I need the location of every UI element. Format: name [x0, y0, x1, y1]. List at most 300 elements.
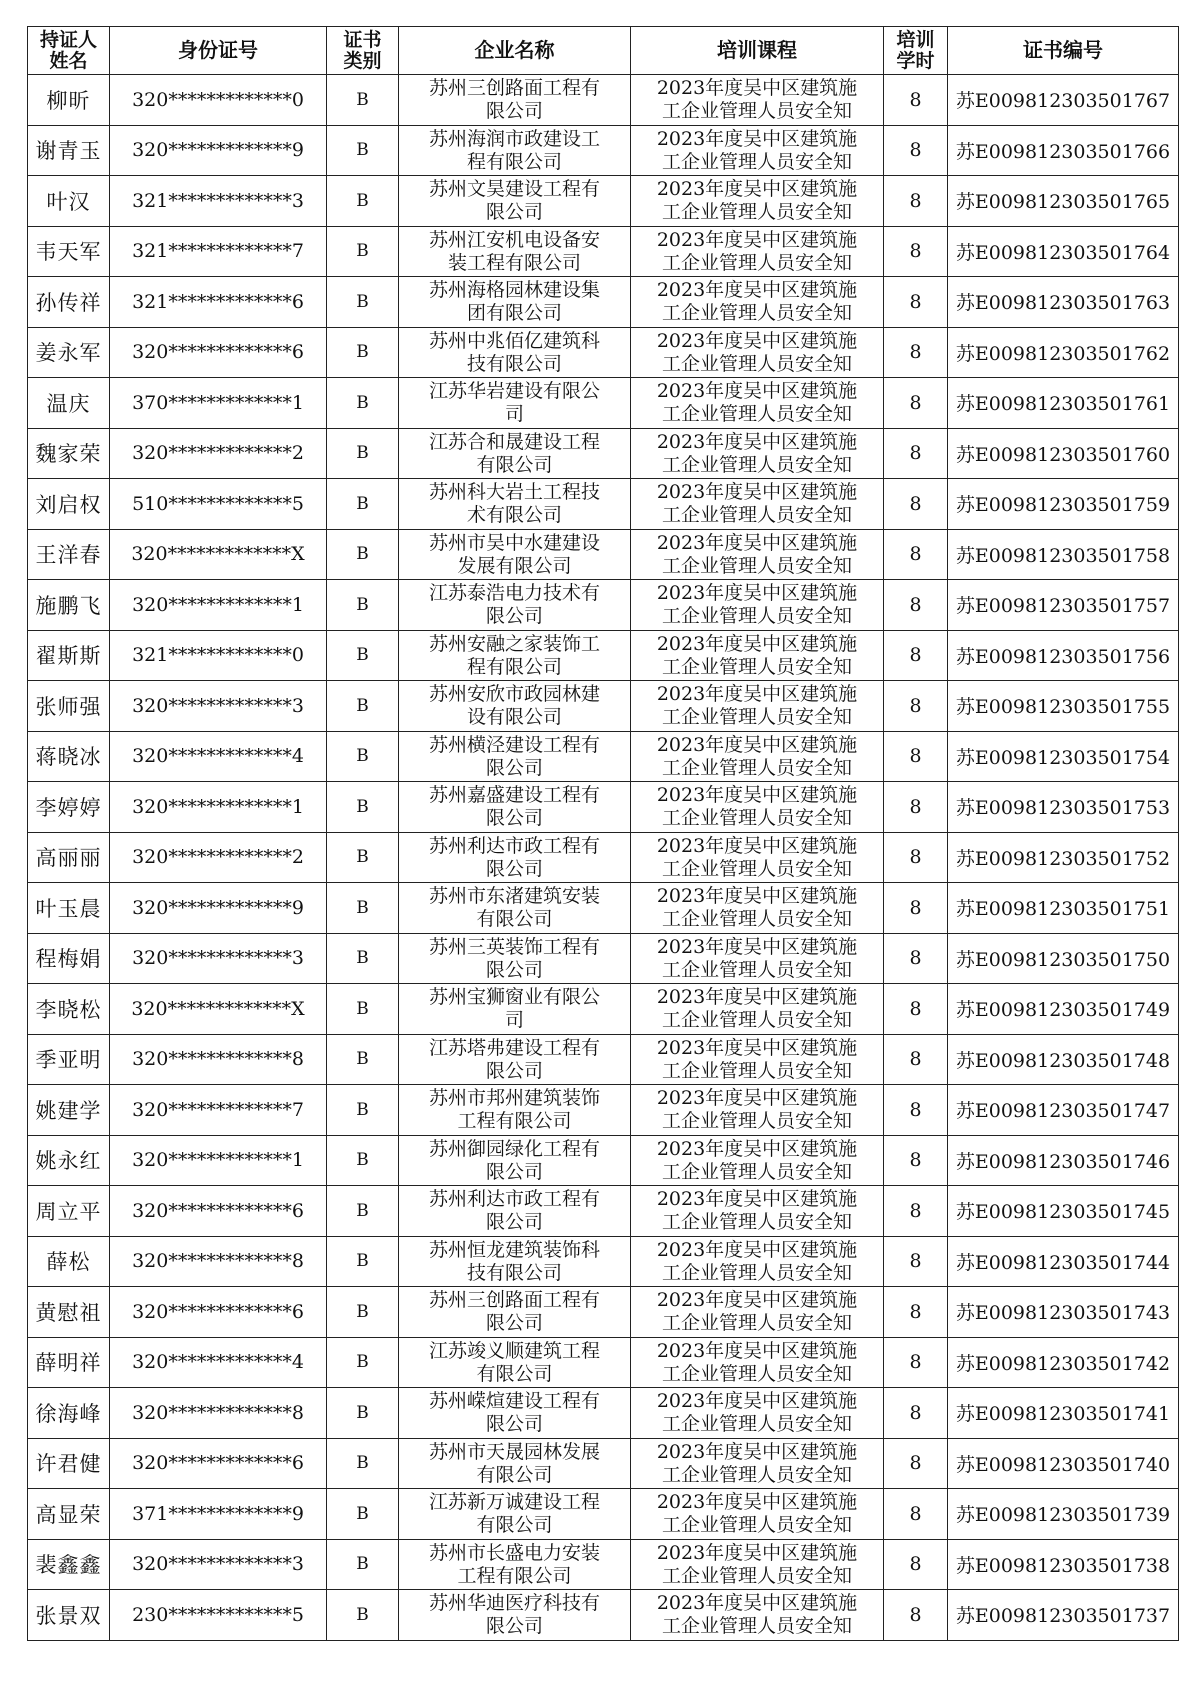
cell-cert-number: 苏E009812303501751: [948, 883, 1179, 934]
cell-cert-number: 苏E009812303501764: [948, 226, 1179, 277]
cell-company: [399, 1135, 631, 1186]
company-line: 限公司: [485, 1211, 543, 1234]
cell-hours: 8: [884, 1034, 948, 1085]
cell-name: 施鹏飞: [28, 580, 110, 631]
course-line: 2023年度吴中区建筑施: [656, 1188, 858, 1211]
table-row: [28, 1085, 1179, 1136]
company-line: 有限公司: [476, 1362, 553, 1385]
course-line: 2023年度吴中区建筑施: [656, 481, 858, 504]
course-line: 工企业管理人员安全知: [661, 201, 852, 224]
cell-cert-class: B: [327, 1438, 399, 1489]
course-line: 工企业管理人员安全知: [661, 958, 852, 981]
cell-course: [631, 529, 884, 580]
cell-company: [399, 933, 631, 984]
cell-cert-number: 苏E009812303501757: [948, 580, 1179, 631]
company-line: 有限公司: [476, 453, 553, 476]
course-line: 工企业管理人员安全知: [661, 908, 852, 931]
course-line: 2023年度吴中区建筑施: [656, 1087, 858, 1110]
cell-cert-number: 苏E009812303501747: [948, 1085, 1179, 1136]
cell-cert-class: B: [327, 630, 399, 681]
cell-id-number: 320*************X: [110, 984, 327, 1035]
cell-id-number: 370*************1: [110, 378, 327, 429]
course-line: 2023年度吴中区建筑施: [656, 1137, 858, 1160]
course-line: 2023年度吴中区建筑施: [656, 430, 858, 453]
cell-id-number: 320*************6: [110, 1438, 327, 1489]
cell-cert-number: 苏E009812303501744: [948, 1236, 1179, 1287]
company-line: 发展有限公司: [457, 554, 572, 577]
cell-company: [399, 75, 631, 126]
cell-course: [631, 1034, 884, 1085]
cell-company: [399, 1085, 631, 1136]
cell-name: 谢青玉: [28, 125, 110, 176]
cell-course: [631, 681, 884, 732]
table-row: [28, 1590, 1179, 1641]
cell-id-number: 321*************0: [110, 630, 327, 681]
company-line: 有限公司: [476, 908, 553, 931]
course-line: 工企业管理人员安全知: [661, 352, 852, 375]
cell-hours: 8: [884, 1438, 948, 1489]
cell-id-number: 320*************2: [110, 428, 327, 479]
company-line: 苏州三创路面工程有: [428, 1289, 600, 1312]
course-line: 2023年度吴中区建筑施: [656, 683, 858, 706]
course-line: 2023年度吴中区建筑施: [656, 885, 858, 908]
cell-hours: 8: [884, 1287, 948, 1338]
cell-cert-class: B: [327, 580, 399, 631]
cell-name: 姜永军: [28, 327, 110, 378]
table-row: [28, 1236, 1179, 1287]
cell-id-number: 321*************7: [110, 226, 327, 277]
cell-cert-class: B: [327, 1388, 399, 1439]
cell-cert-number: 苏E009812303501756: [948, 630, 1179, 681]
course-line: 工企业管理人员安全知: [661, 1211, 852, 1234]
cell-name: 魏家荣: [28, 428, 110, 479]
cell-cert-class: B: [327, 1135, 399, 1186]
cell-cert-number: 苏E009812303501758: [948, 529, 1179, 580]
cell-name: 李婷婷: [28, 782, 110, 833]
header-cert-number: 证书编号: [948, 27, 1179, 75]
cell-name: 黄慰祖: [28, 1287, 110, 1338]
cell-id-number: 320*************1: [110, 782, 327, 833]
course-line: 工企业管理人员安全知: [661, 1564, 852, 1587]
company-line: 限公司: [485, 756, 543, 779]
cell-id-number: 510*************5: [110, 479, 327, 530]
cell-company: [399, 883, 631, 934]
course-line: 2023年度吴中区建筑施: [656, 834, 858, 857]
course-line: 工企业管理人员安全知: [661, 403, 852, 426]
cell-hours: 8: [884, 428, 948, 479]
course-line: 2023年度吴中区建筑施: [656, 1491, 858, 1514]
cell-course: [631, 327, 884, 378]
cell-name: 温庆: [28, 378, 110, 429]
cell-cert-number: 苏E009812303501737: [948, 1590, 1179, 1641]
certificate-table: [27, 26, 1179, 1641]
table-row: [28, 580, 1179, 631]
cell-course: [631, 176, 884, 227]
cell-cert-number: 苏E009812303501754: [948, 731, 1179, 782]
cell-name: 叶汉: [28, 176, 110, 227]
cell-hours: 8: [884, 1236, 948, 1287]
table-row: [28, 933, 1179, 984]
cell-hours: 8: [884, 1135, 948, 1186]
cell-name: 许君健: [28, 1438, 110, 1489]
cell-course: [631, 832, 884, 883]
cell-cert-class: B: [327, 883, 399, 934]
table-row: [28, 327, 1179, 378]
course-line: 2023年度吴中区建筑施: [656, 1289, 858, 1312]
cell-id-number: 320*************6: [110, 1186, 327, 1237]
course-line: 工企业管理人员安全知: [661, 1009, 852, 1032]
company-line: 苏州安欣市政园林建: [428, 683, 600, 706]
company-line: 苏州恒龙建筑装饰科: [428, 1238, 600, 1261]
cell-company: [399, 529, 631, 580]
cell-company: [399, 1186, 631, 1237]
course-line: 2023年度吴中区建筑施: [656, 127, 858, 150]
cell-hours: 8: [884, 1489, 948, 1540]
company-line: 苏州中兆佰亿建筑科: [428, 329, 600, 352]
course-line: 2023年度吴中区建筑施: [656, 178, 858, 201]
cell-hours: 8: [884, 681, 948, 732]
company-line: 限公司: [485, 201, 543, 224]
cell-company: [399, 832, 631, 883]
company-line: 限公司: [485, 1615, 543, 1638]
company-line: 装工程有限公司: [447, 251, 581, 274]
cell-cert-number: 苏E009812303501746: [948, 1135, 1179, 1186]
cell-course: [631, 933, 884, 984]
course-line: 2023年度吴中区建筑施: [656, 784, 858, 807]
course-line: 工企业管理人员安全知: [661, 150, 852, 173]
table-row: [28, 1287, 1179, 1338]
cell-hours: 8: [884, 125, 948, 176]
cell-id-number: 320*************1: [110, 1135, 327, 1186]
company-line: 设有限公司: [466, 706, 562, 729]
cell-course: [631, 1539, 884, 1590]
course-line: 2023年度吴中区建筑施: [656, 77, 858, 100]
cell-id-number: 321*************3: [110, 176, 327, 227]
course-line: 工企业管理人员安全知: [661, 1261, 852, 1284]
cell-course: [631, 75, 884, 126]
cell-course: [631, 1287, 884, 1338]
course-line: 工企业管理人员安全知: [661, 100, 852, 123]
cell-course: [631, 125, 884, 176]
cell-id-number: 320*************2: [110, 832, 327, 883]
cell-cert-number: 苏E009812303501742: [948, 1337, 1179, 1388]
cell-hours: 8: [884, 378, 948, 429]
cell-company: [399, 630, 631, 681]
cell-company: [399, 580, 631, 631]
cell-course: [631, 782, 884, 833]
cell-cert-number: 苏E009812303501767: [948, 75, 1179, 126]
cell-company: [399, 1287, 631, 1338]
company-line: 限公司: [485, 958, 543, 981]
cell-cert-number: 苏E009812303501760: [948, 428, 1179, 479]
company-line: 程有限公司: [466, 150, 562, 173]
cell-name: 姚建学: [28, 1085, 110, 1136]
cell-cert-class: B: [327, 933, 399, 984]
cell-company: [399, 479, 631, 530]
cell-name: 蒋晓冰: [28, 731, 110, 782]
table-row: [28, 176, 1179, 227]
company-line: 苏州科大岩土工程技: [428, 481, 600, 504]
company-line: 司: [504, 1009, 524, 1032]
course-line: 工企业管理人员安全知: [661, 251, 852, 274]
cell-cert-class: B: [327, 327, 399, 378]
cell-name: 张景双: [28, 1590, 110, 1641]
cell-course: [631, 277, 884, 328]
table-header-row: [28, 27, 1179, 75]
cell-cert-class: B: [327, 529, 399, 580]
cell-hours: 8: [884, 1388, 948, 1439]
cell-course: [631, 883, 884, 934]
course-line: 2023年度吴中区建筑施: [656, 1238, 858, 1261]
table-row: [28, 1539, 1179, 1590]
course-line: 工企业管理人员安全知: [661, 1160, 852, 1183]
company-line: 限公司: [485, 1059, 543, 1082]
cell-name: 程梅娟: [28, 933, 110, 984]
cell-cert-number: 苏E009812303501753: [948, 782, 1179, 833]
course-line: 2023年度吴中区建筑施: [656, 531, 858, 554]
cell-name: 翟斯斯: [28, 630, 110, 681]
cell-company: [399, 1337, 631, 1388]
cell-company: [399, 1438, 631, 1489]
cell-cert-class: B: [327, 479, 399, 530]
company-line: 工程有限公司: [457, 1564, 572, 1587]
table-row: [28, 832, 1179, 883]
course-line: 工企业管理人员安全知: [661, 302, 852, 325]
company-line: 苏州海格园林建设集: [428, 279, 600, 302]
company-line: 有限公司: [476, 1463, 553, 1486]
company-line: 限公司: [485, 605, 543, 628]
cell-course: [631, 1236, 884, 1287]
cell-cert-number: 苏E009812303501761: [948, 378, 1179, 429]
cell-course: [631, 378, 884, 429]
company-line: 术有限公司: [466, 504, 562, 527]
company-line: 苏州江安机电设备安: [428, 228, 600, 251]
cell-id-number: 320*************X: [110, 529, 327, 580]
company-line: 司: [504, 403, 524, 426]
table-row: [28, 428, 1179, 479]
company-line: 江苏新万诚建设工程: [428, 1491, 600, 1514]
cell-cert-class: B: [327, 984, 399, 1035]
course-line: 工企业管理人员安全知: [661, 605, 852, 628]
cell-name: 薛松: [28, 1236, 110, 1287]
header-course: 培训课程: [631, 27, 884, 75]
cell-company: [399, 1539, 631, 1590]
cell-cert-class: B: [327, 75, 399, 126]
course-line: 工企业管理人员安全知: [661, 857, 852, 880]
company-line: 团有限公司: [466, 302, 562, 325]
cell-course: [631, 1489, 884, 1540]
header-holder-name: 持证人 姓名: [28, 27, 110, 75]
company-line: 江苏塔弗建设工程有: [428, 1036, 600, 1059]
cell-name: 高显荣: [28, 1489, 110, 1540]
cell-id-number: 320*************3: [110, 1539, 327, 1590]
company-line: 苏州市天晟园林发展: [428, 1440, 600, 1463]
cell-id-number: 320*************8: [110, 1034, 327, 1085]
course-line: 2023年度吴中区建筑施: [656, 228, 858, 251]
cell-hours: 8: [884, 630, 948, 681]
cell-cert-class: B: [327, 176, 399, 227]
table-row: [28, 226, 1179, 277]
company-line: 程有限公司: [466, 655, 562, 678]
course-line: 工企业管理人员安全知: [661, 1615, 852, 1638]
table-row: [28, 1337, 1179, 1388]
cell-name: 季亚明: [28, 1034, 110, 1085]
course-line: 工企业管理人员安全知: [661, 1059, 852, 1082]
course-line: 2023年度吴中区建筑施: [656, 380, 858, 403]
cell-hours: 8: [884, 832, 948, 883]
table-row: [28, 75, 1179, 126]
cell-course: [631, 1388, 884, 1439]
cell-name: 叶玉晨: [28, 883, 110, 934]
table-row: [28, 782, 1179, 833]
company-line: 苏州安融之家装饰工: [428, 632, 600, 655]
course-line: 工企业管理人员安全知: [661, 504, 852, 527]
cell-cert-number: 苏E009812303501763: [948, 277, 1179, 328]
cell-name: 孙传祥: [28, 277, 110, 328]
cell-company: [399, 731, 631, 782]
cell-course: [631, 1186, 884, 1237]
company-line: 技有限公司: [466, 1261, 562, 1284]
course-line: 2023年度吴中区建筑施: [656, 279, 858, 302]
cell-name: 张师强: [28, 681, 110, 732]
cell-cert-number: 苏E009812303501752: [948, 832, 1179, 883]
cell-id-number: 320*************6: [110, 1287, 327, 1338]
cell-name: 薛明祥: [28, 1337, 110, 1388]
cell-course: [631, 479, 884, 530]
cell-cert-class: B: [327, 1539, 399, 1590]
table-row: [28, 277, 1179, 328]
course-line: 2023年度吴中区建筑施: [656, 733, 858, 756]
cell-cert-class: B: [327, 428, 399, 479]
cell-cert-number: 苏E009812303501750: [948, 933, 1179, 984]
course-line: 工企业管理人员安全知: [661, 1514, 852, 1537]
cell-cert-class: B: [327, 277, 399, 328]
company-line: 限公司: [485, 1413, 543, 1436]
cell-cert-class: B: [327, 832, 399, 883]
cell-hours: 8: [884, 580, 948, 631]
cell-company: [399, 782, 631, 833]
table-row: [28, 984, 1179, 1035]
cell-cert-number: 苏E009812303501741: [948, 1388, 1179, 1439]
cell-company: [399, 428, 631, 479]
cell-name: 裴鑫鑫: [28, 1539, 110, 1590]
header-company: 企业名称: [399, 27, 631, 75]
course-line: 2023年度吴中区建筑施: [656, 1440, 858, 1463]
cell-hours: 8: [884, 984, 948, 1035]
cell-cert-class: B: [327, 731, 399, 782]
company-line: 苏州市吴中水建建设: [428, 531, 600, 554]
course-line: 工企业管理人员安全知: [661, 1362, 852, 1385]
cell-hours: 8: [884, 1085, 948, 1136]
cell-cert-class: B: [327, 782, 399, 833]
cell-hours: 8: [884, 933, 948, 984]
table-row: [28, 1135, 1179, 1186]
cell-id-number: 320*************3: [110, 933, 327, 984]
cell-hours: 8: [884, 327, 948, 378]
cell-course: [631, 1438, 884, 1489]
cell-hours: 8: [884, 1337, 948, 1388]
course-line: 工企业管理人员安全知: [661, 706, 852, 729]
cell-company: [399, 327, 631, 378]
company-line: 限公司: [485, 1312, 543, 1335]
table-row: [28, 125, 1179, 176]
cell-course: [631, 1085, 884, 1136]
cell-cert-class: B: [327, 1590, 399, 1641]
cell-cert-number: 苏E009812303501766: [948, 125, 1179, 176]
company-line: 苏州市邦州建筑装饰: [428, 1087, 600, 1110]
cell-name: 韦天军: [28, 226, 110, 277]
cell-cert-number: 苏E009812303501748: [948, 1034, 1179, 1085]
company-line: 苏州横泾建设工程有: [428, 733, 600, 756]
company-line: 苏州嘉盛建设工程有: [428, 784, 600, 807]
cell-cert-class: B: [327, 1236, 399, 1287]
company-line: 江苏华岩建设有限公: [428, 380, 600, 403]
cell-id-number: 320*************8: [110, 1388, 327, 1439]
cell-cert-class: B: [327, 681, 399, 732]
cell-course: [631, 428, 884, 479]
cell-hours: 8: [884, 277, 948, 328]
cell-course: [631, 1337, 884, 1388]
cell-id-number: 320*************0: [110, 75, 327, 126]
cell-name: 高丽丽: [28, 832, 110, 883]
cell-name: 柳昕: [28, 75, 110, 126]
cell-id-number: 320*************1: [110, 580, 327, 631]
company-line: 苏州宝狮窗业有限公: [428, 986, 600, 1009]
cell-cert-class: B: [327, 1186, 399, 1237]
cell-cert-number: 苏E009812303501765: [948, 176, 1179, 227]
cell-cert-number: 苏E009812303501743: [948, 1287, 1179, 1338]
company-line: 苏州三英装饰工程有: [428, 935, 600, 958]
cell-name: 王洋春: [28, 529, 110, 580]
company-line: 限公司: [485, 857, 543, 880]
company-line: 苏州三创路面工程有: [428, 77, 600, 100]
course-line: 工企业管理人员安全知: [661, 1463, 852, 1486]
cell-company: [399, 378, 631, 429]
cell-id-number: 320*************7: [110, 1085, 327, 1136]
company-line: 苏州市长盛电力安装: [428, 1541, 600, 1564]
cell-hours: 8: [884, 1590, 948, 1641]
cell-hours: 8: [884, 479, 948, 530]
company-line: 有限公司: [476, 1514, 553, 1537]
cell-course: [631, 731, 884, 782]
table-row: [28, 1034, 1179, 1085]
cell-course: [631, 226, 884, 277]
cell-cert-number: 苏E009812303501759: [948, 479, 1179, 530]
cell-cert-number: 苏E009812303501749: [948, 984, 1179, 1035]
table-row: [28, 1489, 1179, 1540]
cell-company: [399, 176, 631, 227]
cell-cert-number: 苏E009812303501755: [948, 681, 1179, 732]
cell-name: 刘启权: [28, 479, 110, 530]
cell-id-number: 320*************9: [110, 883, 327, 934]
cell-cert-number: 苏E009812303501739: [948, 1489, 1179, 1540]
cell-company: [399, 1590, 631, 1641]
cell-id-number: 320*************6: [110, 327, 327, 378]
course-line: 工企业管理人员安全知: [661, 756, 852, 779]
cell-id-number: 371*************9: [110, 1489, 327, 1540]
table-row: [28, 630, 1179, 681]
cell-course: [631, 580, 884, 631]
cell-id-number: 320*************4: [110, 731, 327, 782]
cell-hours: 8: [884, 731, 948, 782]
header-cert-class: 证书 类别: [327, 27, 399, 75]
cell-company: [399, 1388, 631, 1439]
company-line: 限公司: [485, 1160, 543, 1183]
company-line: 限公司: [485, 100, 543, 123]
course-line: 工企业管理人员安全知: [661, 1312, 852, 1335]
cell-cert-class: B: [327, 125, 399, 176]
company-line: 技有限公司: [466, 352, 562, 375]
